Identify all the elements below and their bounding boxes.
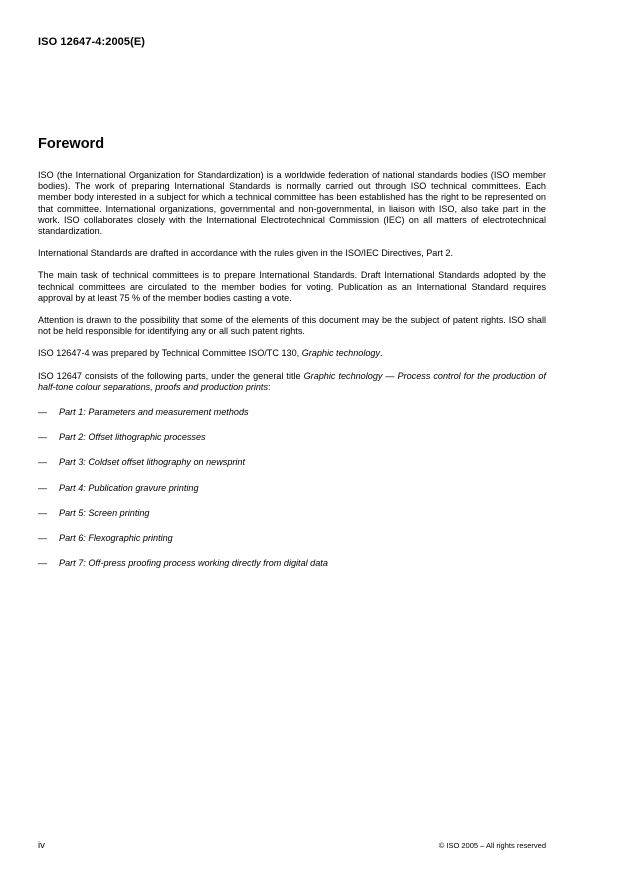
list-dash: — xyxy=(38,532,48,543)
list-dash: — xyxy=(38,432,48,443)
list-dash: — xyxy=(38,457,48,468)
paragraph-iso-description: ISO (the International Organization for Standardization) is a worldwide federation of national standards bodies (ISO member bodies). The work of preparing International Standards is normally carried out through ISO technical committees. Each member body interested in a subject for which a technical committee has been established has the right to be represented on that committee. International organizations, governmental and non-governmental, in liaison with ISO, also take part in the work. ISO collaborates closely with the International Electrotechnical Commission (IEC) on all matters of electrotechnical standardization. xyxy=(38,170,546,237)
list-item xyxy=(38,407,546,432)
part-title: Part 3: Coldset offset lithography on newsprint xyxy=(59,457,246,468)
general-title: Graphic technology — Process control for the production of half-tone colour separations, proofs and production prints xyxy=(38,370,546,392)
paragraph-prepared-by xyxy=(38,348,546,359)
list-dash: — xyxy=(38,558,48,569)
page-title: Foreword xyxy=(38,136,105,152)
part-title: Part 4: Publication gravure printing xyxy=(59,482,199,493)
part-title: Part 2: Offset lithographic processes xyxy=(59,432,206,443)
parts-list xyxy=(38,407,546,583)
part-title: Part 5: Screen printing xyxy=(59,507,150,518)
paragraph-directives: International Standards are drafted in accordance with the rules given in the ISO/IEC Directives, Part 2. xyxy=(38,248,453,259)
page-number: iv xyxy=(38,840,45,851)
prepared-by-suffix: . xyxy=(380,348,383,359)
list-item xyxy=(38,508,546,533)
list-item xyxy=(38,558,546,583)
copyright-notice: © ISO 2005 – All rights reserved xyxy=(438,841,546,850)
list-item xyxy=(38,432,546,457)
foreword-body xyxy=(38,170,546,583)
committee-title: Graphic technology xyxy=(301,348,381,359)
paragraph-committee-task: The main task of technical committees is to prepare International Standards. Draft International Standards adopted by the technical committees are circulated to the member bodies for voting. Publication as an International Standard requires approval by at least 75 % of the member bodies casting a vote. xyxy=(38,270,546,303)
parts-intro-prefix: ISO 12647 consists of the following parts, under the general title xyxy=(38,370,304,381)
paragraph-patent-notice: Attention is drawn to the possibility that some of the elements of this document may be the subject of patent rights. ISO shall not be held responsible for identifying any or all such patent rights. xyxy=(38,315,546,337)
list-dash: — xyxy=(38,482,48,493)
document-id-header: ISO 12647-4:2005(E) xyxy=(38,36,146,48)
paragraph-parts-intro xyxy=(38,371,546,393)
part-title: Part 7: Off-press proofing process working directly from digital data xyxy=(59,558,328,569)
prepared-by-prefix: ISO 12647-4 was prepared by Technical Committee ISO/TC 130, xyxy=(38,348,302,359)
list-item xyxy=(38,483,546,508)
list-item xyxy=(38,457,546,482)
part-title: Part 6: Flexographic printing xyxy=(59,532,173,543)
list-dash: — xyxy=(38,407,48,418)
list-item xyxy=(38,533,546,558)
parts-intro-suffix: : xyxy=(268,381,271,392)
part-title: Part 1: Parameters and measurement methods xyxy=(59,407,249,418)
list-dash: — xyxy=(38,507,48,518)
